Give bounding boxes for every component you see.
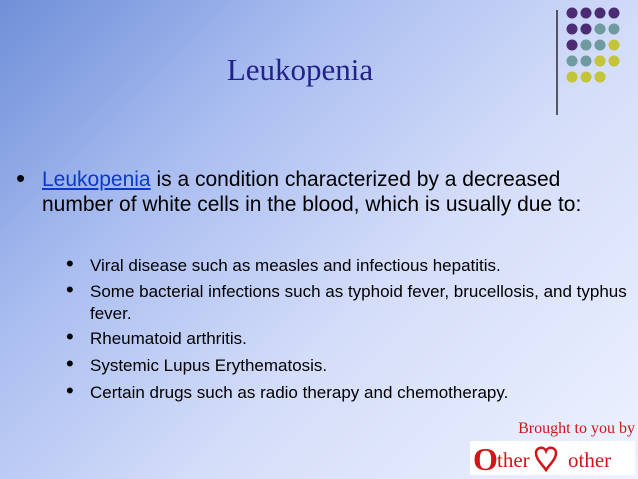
deco-dot (581, 40, 592, 51)
deco-dot (609, 40, 620, 51)
cause-text: Systemic Lupus Erythematosis. (90, 356, 328, 375)
deco-dot (595, 24, 606, 35)
bullet-icon: • (16, 163, 26, 193)
bullet-icon: • (66, 324, 74, 349)
intro-text (42, 167, 627, 217)
leukopenia-link[interactable]: Leukopenia (42, 168, 151, 191)
svg-text:O: O (473, 441, 498, 475)
bullet-icon: • (66, 351, 74, 376)
bullet-icon: • (66, 251, 74, 276)
deco-dot (581, 72, 592, 83)
brought-to-you-by-text: Brought to you by (518, 420, 635, 437)
cause-text: Some bacterial infections such as typhoid fever, brucellosis, and typhus fever. (90, 282, 627, 323)
deco-dot (595, 40, 606, 51)
deco-dot (567, 8, 578, 19)
deco-dot (581, 56, 592, 67)
deco-dot (609, 24, 620, 35)
cause-text: Rheumatoid arthritis. (90, 329, 247, 348)
deco-dot (609, 8, 620, 19)
cause-text: Viral disease such as measles and infectious hepatitis. (90, 256, 501, 275)
deco-dot (567, 24, 578, 35)
deco-dot (567, 56, 578, 67)
svg-text:ther: ther (497, 448, 530, 472)
deco-dot (595, 8, 606, 19)
othermother-logo[interactable] (470, 441, 635, 475)
deco-dot (581, 24, 592, 35)
deco-dot (581, 8, 592, 19)
deco-dot (595, 56, 606, 67)
slide-title: Leukopenia (226, 52, 374, 87)
deco-dot (567, 40, 578, 51)
bullet-icon: • (66, 378, 74, 403)
bullet-icon: • (66, 277, 74, 302)
deco-dot (609, 56, 620, 67)
decorative-dot-grid (545, 0, 638, 120)
deco-dot (567, 72, 578, 83)
deco-dot (595, 72, 606, 83)
svg-text:other: other (568, 448, 612, 472)
cause-text: Certain drugs such as radio therapy and chemotherapy. (90, 383, 509, 402)
intro-rest: is a condition characterized by a decreased number of white cells in the blood, which is usually due to: (42, 168, 582, 216)
